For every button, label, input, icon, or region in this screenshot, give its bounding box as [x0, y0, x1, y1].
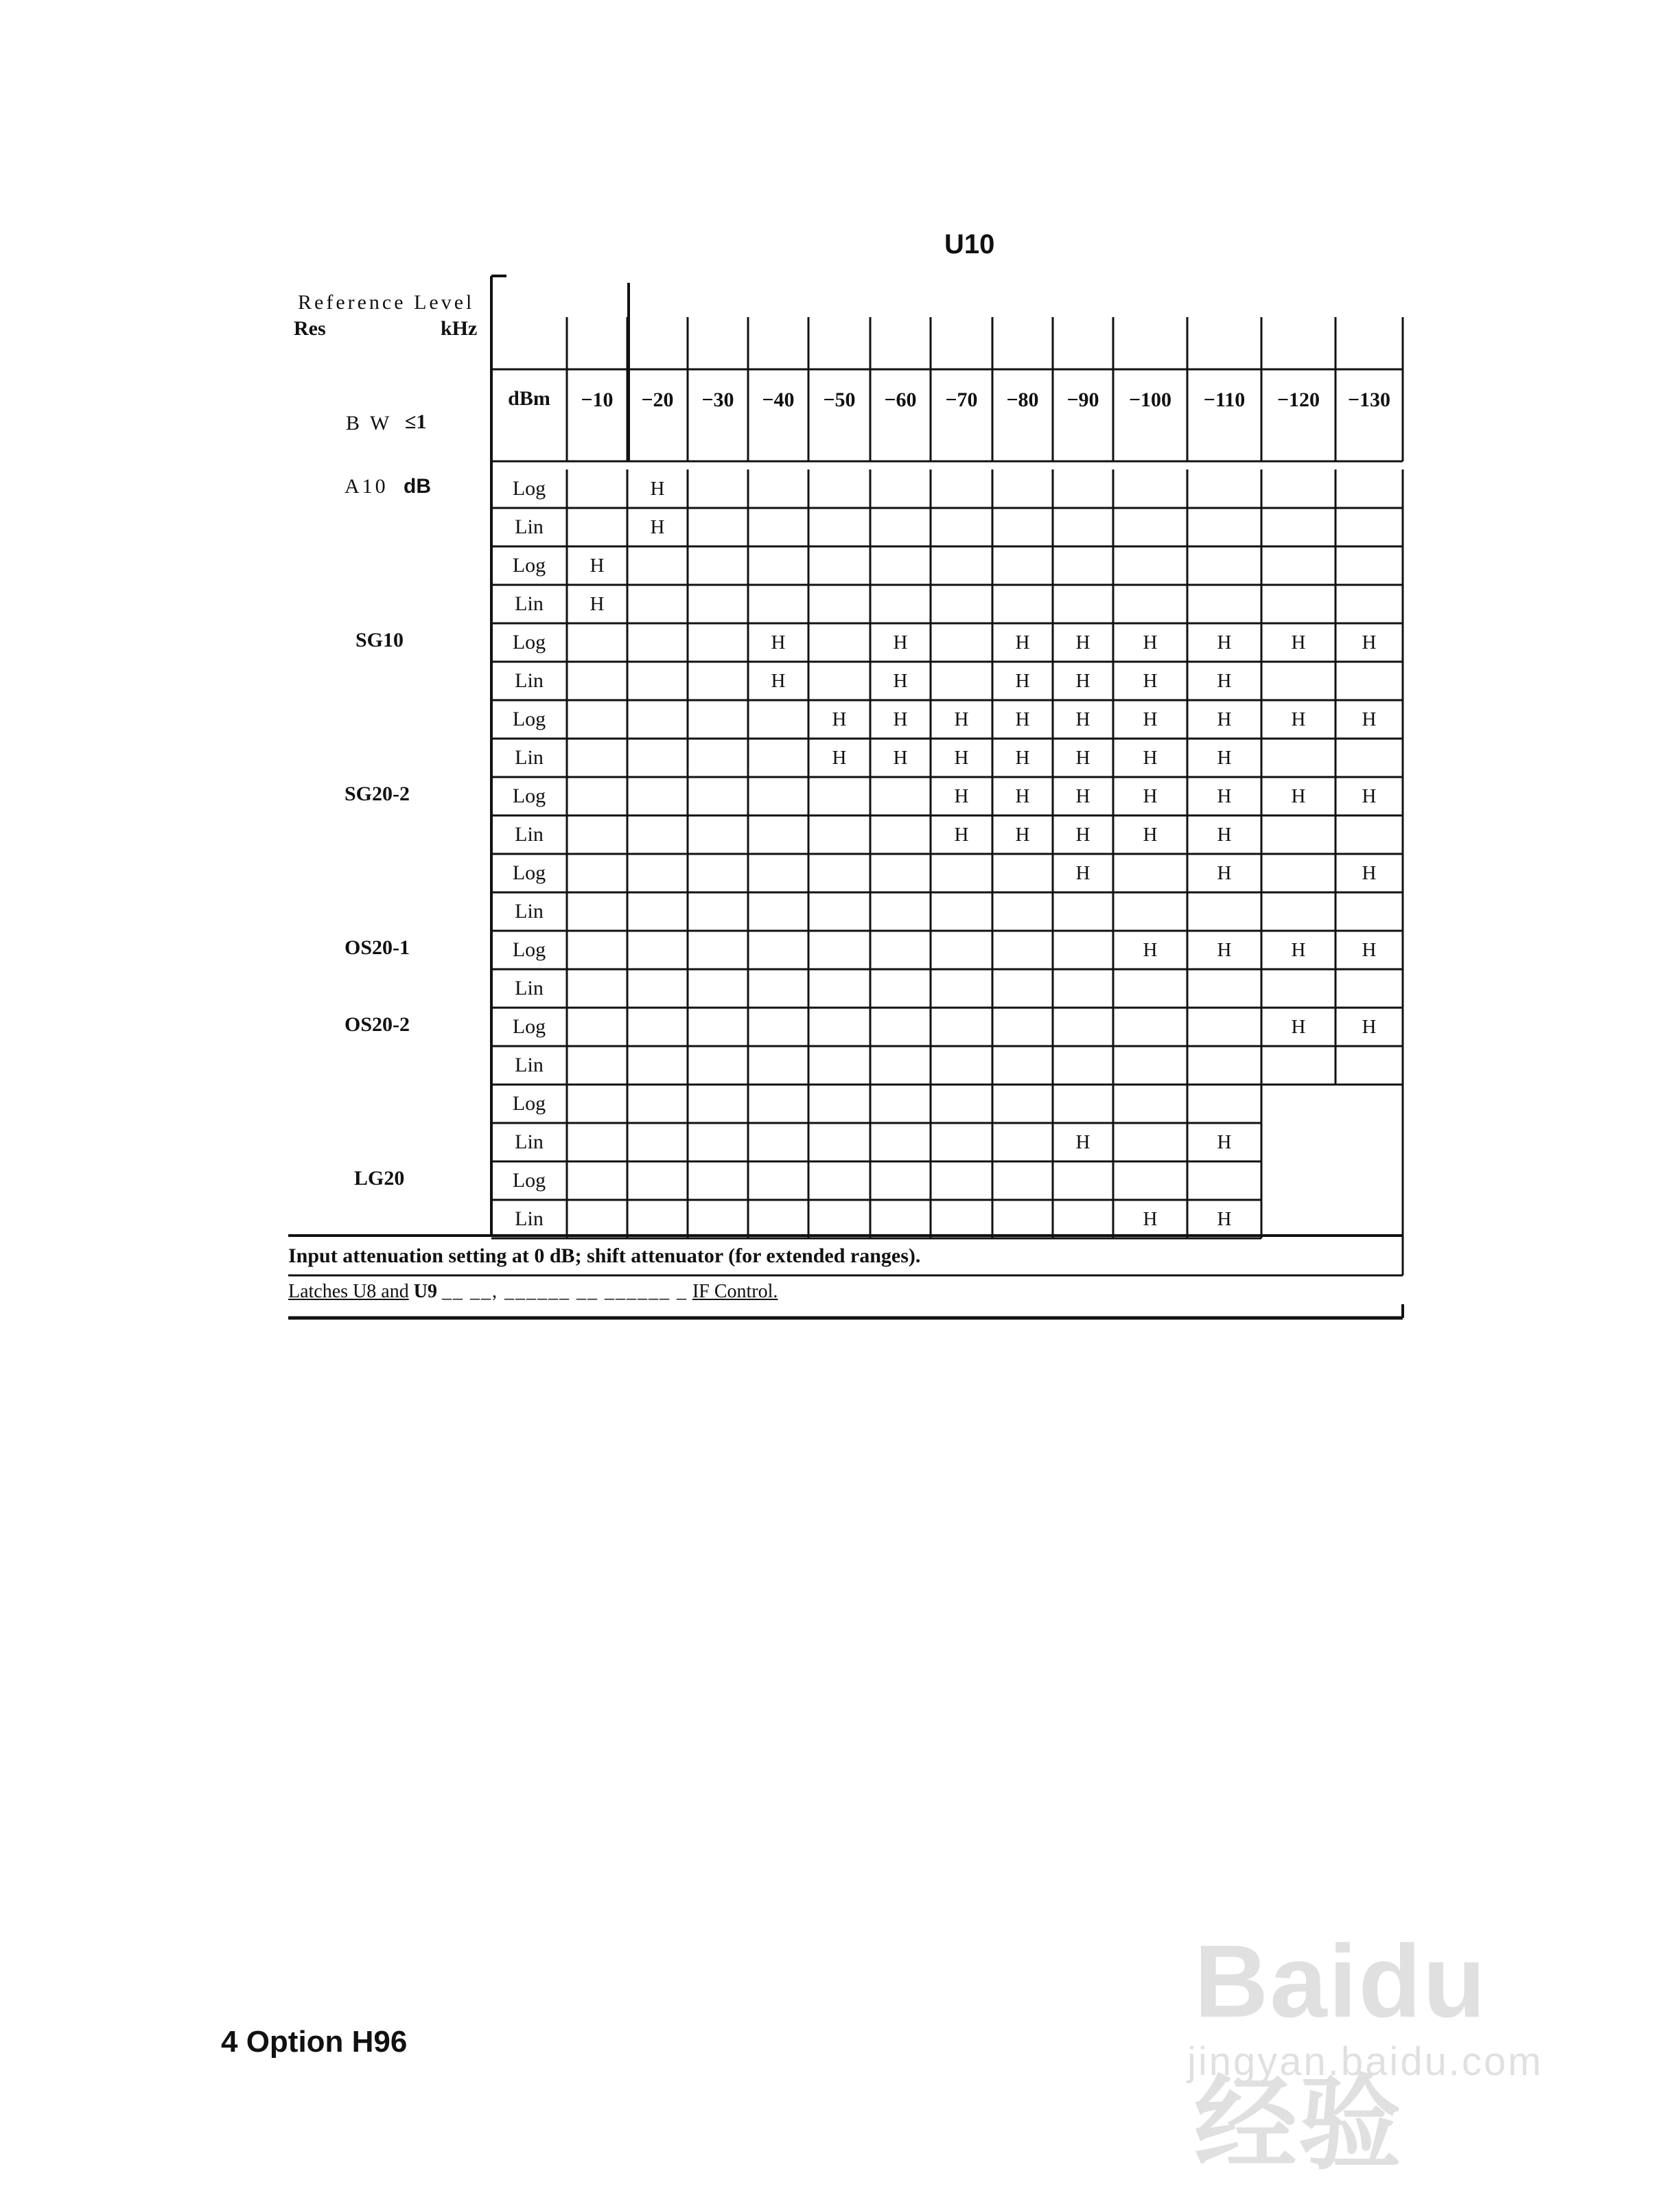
- footnote-u9: U9: [413, 1281, 437, 1302]
- table-cell: H: [590, 555, 605, 577]
- table-cell: H: [1075, 824, 1090, 846]
- table-cell: H: [1362, 939, 1377, 961]
- header-column-label: −130: [1347, 389, 1391, 411]
- mode-label: Lin: [515, 823, 544, 846]
- baidu-watermark: [1174, 1895, 1558, 2181]
- mode-label: Log: [512, 861, 546, 884]
- table-cell: H: [832, 708, 847, 730]
- header-column-label: −100: [1128, 389, 1172, 411]
- table-grid-lines: [288, 276, 1403, 1318]
- mode-label: Log: [512, 1015, 546, 1038]
- mode-label: Lin: [515, 1207, 544, 1230]
- header-column-label: −30: [701, 389, 734, 411]
- table-cell: H: [954, 708, 969, 730]
- table-cell: H: [1015, 708, 1030, 730]
- mode-label: Log: [512, 938, 546, 961]
- os20-1-label: OS20-1: [345, 936, 410, 959]
- table-cell: H: [1015, 824, 1030, 846]
- mode-label: Log: [512, 477, 546, 500]
- table-cell: H: [954, 824, 969, 846]
- os20-2-label: OS20-2: [345, 1013, 410, 1036]
- table-cell: H: [1015, 747, 1030, 769]
- table-cell: H: [1217, 708, 1232, 730]
- a10-label: A10: [345, 475, 388, 498]
- table-cell: H: [1362, 632, 1377, 653]
- table-cell: H: [893, 747, 908, 769]
- mode-label: Log: [512, 554, 546, 577]
- table-header-row: [508, 387, 1390, 411]
- mode-label: Lin: [515, 900, 544, 923]
- mode-label: Lin: [515, 746, 544, 769]
- page-title: U10: [944, 229, 995, 259]
- res-label: Res: [294, 317, 326, 340]
- table-cell: H: [1362, 1016, 1377, 1038]
- table-cell: H: [1291, 708, 1306, 730]
- table-cell: H: [1143, 632, 1158, 653]
- mode-label: Log: [512, 785, 546, 807]
- table-cell: H: [954, 785, 969, 807]
- table-cell: H: [1143, 670, 1158, 692]
- header-unit: dBm: [508, 387, 550, 410]
- table-cell: H: [1143, 824, 1158, 846]
- table-cell: H: [771, 670, 786, 692]
- page-footer: 4 Option H96: [221, 2025, 408, 2059]
- table-cell: H: [893, 708, 908, 730]
- table-cell: H: [893, 670, 908, 692]
- reference-level-label: Reference Level: [298, 291, 475, 314]
- table-cell: H: [832, 747, 847, 769]
- khz-label: kHz: [441, 317, 478, 340]
- table-cell: H: [1217, 747, 1232, 769]
- table-cell: H: [1143, 747, 1158, 769]
- table-cell: H: [1217, 670, 1232, 692]
- header-column-label: −110: [1203, 389, 1246, 411]
- table-cell: H: [1217, 1208, 1232, 1230]
- table-cell: H: [1143, 785, 1158, 807]
- table-cell: H: [1291, 1016, 1306, 1038]
- table-cell: H: [1075, 747, 1090, 769]
- table-cell: H: [1362, 708, 1377, 730]
- table-cell: H: [1291, 939, 1306, 961]
- table-cell: H: [1075, 862, 1090, 884]
- mode-label: Lin: [515, 1131, 544, 1153]
- table-cell: H: [771, 632, 786, 653]
- mode-label: Log: [512, 1092, 546, 1115]
- table-cell: H: [1075, 708, 1090, 730]
- table-cell: H: [1015, 670, 1030, 692]
- header-column-label: −80: [1006, 389, 1039, 411]
- table-cell: H: [1217, 1131, 1232, 1153]
- table-cell: H: [1143, 708, 1158, 730]
- mode-label: Lin: [515, 592, 544, 615]
- table-cell: H: [650, 516, 665, 538]
- header-column-label: −40: [762, 389, 795, 411]
- header-column-label: −120: [1276, 389, 1320, 411]
- table-cell: H: [590, 593, 605, 615]
- mode-label: Lin: [515, 1054, 544, 1076]
- mode-label: Log: [512, 1169, 546, 1192]
- table-cell: H: [650, 478, 665, 500]
- footnote-input-attenuation: Input attenuation setting at 0 dB; shift attenuator (for extended ranges).: [288, 1244, 921, 1267]
- footnote-if-control: IF Control.: [692, 1281, 778, 1302]
- header-column-label: −90: [1066, 389, 1099, 411]
- header-column-label: −20: [641, 389, 674, 411]
- table-cell: H: [1075, 632, 1090, 653]
- footnote-latches-text: Latches U8 and: [288, 1281, 409, 1302]
- mode-label: Log: [512, 708, 546, 730]
- mode-label: Log: [512, 631, 546, 653]
- table-cell: H: [1075, 785, 1090, 807]
- table-cell: H: [1291, 632, 1306, 653]
- sg10-label: SG10: [355, 629, 404, 651]
- table-cell: H: [1217, 785, 1232, 807]
- mode-label: Lin: [515, 977, 544, 999]
- watermark-url: jingyan.baidu.com: [1187, 2039, 1543, 2084]
- footnote-dash-rule: __ __, ______ __ ______ _: [441, 1281, 688, 1302]
- table-cell: H: [1217, 824, 1232, 846]
- table-cell: H: [1217, 862, 1232, 884]
- watermark-brand: Baidu经验: [1194, 1923, 1487, 2181]
- footnote-latches: [288, 1281, 778, 1303]
- table-cell: H: [1143, 939, 1158, 961]
- table-cell: H: [893, 632, 908, 653]
- table-cell: H: [954, 747, 969, 769]
- sg20-2-label: SG20-2: [345, 783, 410, 805]
- header-column-label: −60: [884, 389, 917, 411]
- mode-label: Lin: [515, 516, 544, 538]
- table-cell: H: [1075, 670, 1090, 692]
- table-cell: H: [1217, 939, 1232, 961]
- table-cell: H: [1362, 862, 1377, 884]
- table-cell: H: [1362, 785, 1377, 807]
- table-cell: H: [1143, 1208, 1158, 1230]
- lg20-label: LG20: [354, 1167, 405, 1190]
- table-cell: H: [1015, 632, 1030, 653]
- table-cell: H: [1217, 632, 1232, 653]
- table-cell: H: [1291, 785, 1306, 807]
- header-column-label: −10: [581, 389, 614, 411]
- mode-label: Lin: [515, 669, 544, 692]
- bw-label: B W: [346, 412, 393, 435]
- a10-db-label: dB: [404, 475, 431, 498]
- header-column-label: −50: [823, 389, 856, 411]
- bw-value: ≤1: [405, 410, 427, 433]
- table-cell: H: [1015, 785, 1030, 807]
- header-column-label: −70: [945, 389, 978, 411]
- table-cell: H: [1075, 1131, 1090, 1153]
